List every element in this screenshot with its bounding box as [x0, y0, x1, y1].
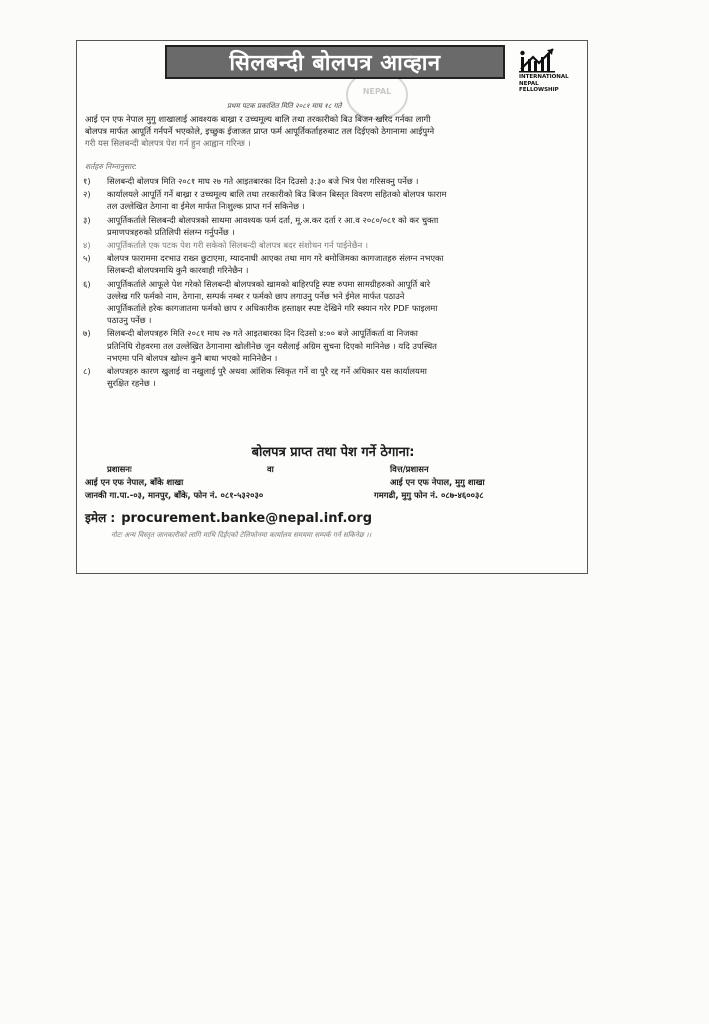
mugu-office: आई एन एफ नेपाल, मुगु शाखा — [390, 477, 485, 487]
term-number: ८) — [83, 366, 91, 377]
term-item — [83, 278, 579, 327]
term-line: बोलपत्र फाराममा दरभाउ राख्न छुटाएमा, म्यादनाघी आएका तथा माग गरे बमोजिमका कागजातहरु संलग्न नभएका — [107, 253, 444, 264]
terms-heading: शर्तहरु निम्नानुसार: — [85, 162, 137, 171]
term-item — [83, 175, 579, 187]
inf-logo — [519, 47, 581, 97]
page-title: सिलबन्दी बोलपत्र आव्हान — [165, 45, 505, 79]
term-line: पठाउनु पर्नेछ । — [107, 315, 152, 326]
term-item — [83, 188, 579, 212]
banke-contact: जानकी गा.पा.-०३, मानपुर, बाँके, फोन नं. ०८१-५३२०३० — [85, 490, 264, 500]
term-line: आपूर्तिकर्ताले हरेक कागजातमा फर्मको छाप र अधिकारीक हस्ताक्षर स्पष्ट देखिने गरि स्क्यान गरेर PDF फाइलमा — [107, 303, 438, 314]
email-label: इमेल : — [85, 511, 116, 525]
term-number: ७) — [83, 328, 91, 339]
term-line: सिलबन्दी बोलपत्र मिति २०८१ माघ २७ गते आइतबारका दिन दिउसो ३:३० बजे भित्र पेश गरिसक्नु पर्नेछ । — [107, 176, 419, 186]
email-address[interactable]: procurement.banke@nepal.inf.org — [121, 511, 373, 526]
term-item — [83, 327, 579, 364]
tender-notice — [76, 40, 588, 574]
term-line: कार्यालयले आपूर्ति गर्ने बाख्रा र उच्चमूल्य बालि तथा तरकारीको बिउ बिजन बिस्तृत विवरण सहितको बोलपत्र फाराम — [107, 189, 447, 200]
term-line: नभएमा पनि बोलपत्र खोल्न कुनै बाधा भएको मानिनेछैन । — [107, 352, 278, 363]
banke-office: आई एन एफ नेपाल, बाँके शाखा — [85, 477, 184, 487]
term-line: तल उल्लेखित ठेगाना वा ईमेल मार्फत निःशुल्क प्राप्त गर्न सकिनेछ । — [107, 201, 305, 212]
term-line: बोलपत्रहरु कारण खुलाई वा नखुलाई पुरै अथवा आंशिक स्विकृत गर्ने वा पुरै रद्द गर्ने अधिकार यस कार्यालयमा — [107, 366, 427, 377]
term-line: आपूर्तिकर्ताले एक पटक पेश गरी सकेको सिलबन्दी बोलपत्र बदर संशोधन गर्न पाईनेछैन । — [107, 240, 368, 251]
term-number: ४) — [83, 240, 91, 251]
term-number: ६) — [83, 278, 91, 289]
term-item — [83, 214, 579, 238]
term-line: उल्लेख गरि फर्मको नाम, ठेगाना, सम्पर्क नम्बर र फर्मको छाप लगाउनु पर्नेछ भने ईमेल मार्फत पठाउने — [107, 290, 405, 301]
address-heading: बोलपत्र प्राप्त तथा पेश गर्ने ठेगाना: — [251, 445, 415, 460]
footer-note: नोटः अन्य विस्तृत जानकारीको लागि माथि दिईएको टेलिफोनमा कार्यालय समयमा सम्पर्क गर्न सकिनेछ ।। — [111, 531, 372, 539]
finance-admin-label: वित्त/प्रशासन — [390, 464, 429, 474]
term-line: सिलबन्दी बोलपत्रमाथि कुनै कारवाही गरिनेछैन । — [107, 265, 249, 276]
term-line: आपूर्तिकर्ताले सिलबन्दी बोलपत्रको साथमा आवश्यक फर्म दर्ता, मू.अ.कर दर्ता र आ.व २०८०/०८१ को कर चुक्ता — [107, 214, 439, 225]
term-number: ५) — [83, 253, 91, 264]
term-line: प्रमाणपत्रहरुको प्रतिलिपी संलग्न गर्नुपर्नेछ । — [107, 226, 235, 237]
term-item — [83, 239, 579, 251]
or-label: वा — [267, 464, 274, 474]
intro-paragraph: आई एन एफ नेपाल मुगु शाखालाई आवश्यक बाख्रा र उच्चमूल्य बालि तथा तरकारीको बिउ बिजन खरिद गर्नका लागी बोलपत्र मार्फत आपूर्ति गर्नपर्ने भएकोले, इच्छुक ईजाजत प्राप्त फर्म आपूर्तिकर्ताहरुबाट तल दिईएको ठेगानामा आईपुग्ने गरी यस सिलबन्दी बोलपत्र पेश गर्न हुन आह्वान गरिन्छ । — [85, 114, 435, 149]
term-line: सिलबन्दी बोलपत्रहरु मिति २०८१ माघ २७ गते आइतबारका दिन दिउसो ४:०० बजे आपूर्तिकर्ता वा निजका — [107, 328, 418, 339]
published-date: प्रथम पटक प्रकाशित मिति २०८१ माघ १८ गते — [227, 102, 342, 110]
term-line: सुरक्षित रहनेछ । — [107, 378, 156, 389]
term-line: प्रतिनिधि रोहवरमा तल उल्लेखित ठेगानामा खोलीनेछ जुन यसैलाई अग्रिम सुचना दिएको मानिनेछ । यदि उपस्थित — [107, 340, 437, 351]
email-row — [85, 509, 372, 526]
admin-label: प्रशासनः — [107, 464, 132, 474]
term-number: १) — [83, 176, 91, 186]
term-number: ३) — [83, 214, 91, 225]
stamp-text: NEPAL — [362, 87, 392, 96]
term-item — [83, 252, 579, 276]
terms-list — [83, 175, 579, 390]
term-item — [83, 365, 579, 389]
term-line: आपूर्तिकर्ताले आफूले पेश गरेको सिलबन्दी बोलपत्रको खामको बाहिरपट्टि स्पष्ट रुपमा सामग्रीहरुको आपूर्ति बारे — [107, 278, 431, 289]
logo-text: INTERNATIONAL NEPAL FELLOWSHIP — [519, 74, 569, 93]
mugu-contact: गमगढी, मुगु फोन नं. ०८७-४६००३८ — [374, 490, 484, 500]
term-number: २) — [83, 189, 91, 200]
inf-logo-icon — [519, 47, 559, 73]
